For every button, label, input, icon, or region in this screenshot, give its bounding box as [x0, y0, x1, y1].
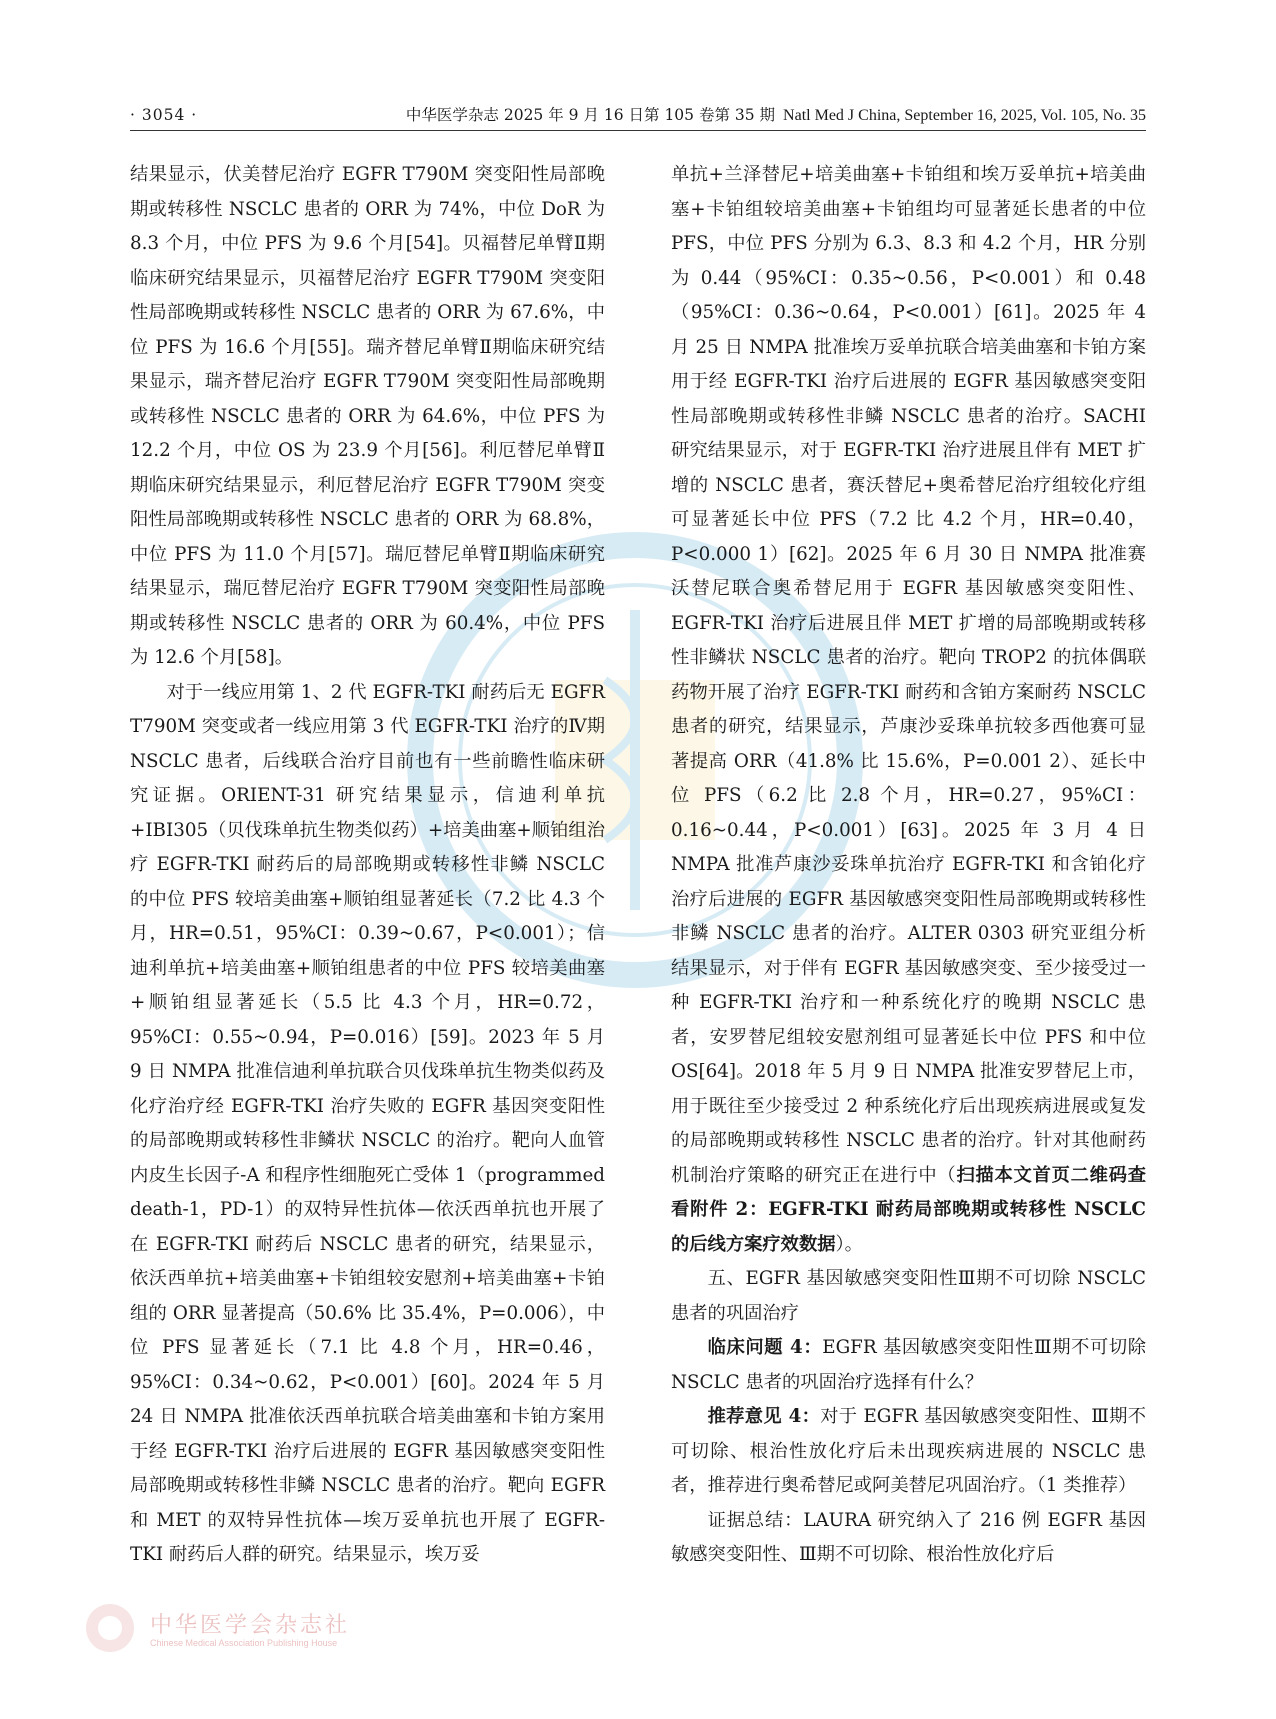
- recommendation: [671, 1400, 1146, 1504]
- left-column: [130, 158, 605, 1573]
- paragraph: [671, 158, 1146, 1262]
- publisher-name-en: Chinese Medical Association Publishing House: [150, 1638, 338, 1648]
- running-header: [130, 104, 1146, 131]
- clinical-question-text: EGFR 基因敏感突变阳性Ⅲ期不可切除 NSCLC 患者的巩固治疗选择有什么？: [671, 1337, 1146, 1393]
- publisher-name: 中华医学会杂志社: [150, 1613, 351, 1638]
- paragraph: 对于一线应用第 1、2 代 EGFR-TKI 耐药后无 EGFR T790M 突变或者一线应用第 3 代 EGFR-TKI 治疗的Ⅳ期 NSCLC 患者，后线联合治疗目前也有一些前瞻性临床研究证据。ORIENT-31 研究结果显示，信迪利单抗+IBI305（贝伐珠单抗生物类似药）+培美曲塞+顺铂组治疗 EGFR-TKI 耐药后的局部晚期或转移性非鳞 NSCLC 的中位 PFS 较培美曲塞+顺铂组显著延长（7.2 比 4.3 个月，HR=0.51，95%CI：0.39~0.67，P<0.001）；信迪利单抗+培美曲塞+顺铂组患者的中位 PFS 较培美曲塞+顺铂组显著延长（5.5 比 4.3 个月，HR=0.72，95%CI：0.55~0.94，P=0.016）[59]。2023 年 5 月 9 日 NMPA 批准信迪利单抗联合贝伐珠单抗生物类似药及化疗治疗经 EGFR-TKI 治疗失败的 EGFR 基因突变阳性的局部晚期或转移性非鳞状 NSCLC 的治疗。靶向人血管内皮生长因子-A 和程序性细胞死亡受体 1（programmed death-1，PD-1）的双特异性抗体—依沃西单抗也开展了在 EGFR-TKI 耐药后 NSCLC 患者的研究，结果显示，依沃西单抗+培美曲塞+卡铂组较安慰剂+培美曲塞+卡铂组的 ORR 显著提高（50.6% 比 35.4%，P=0.006），中位 PFS 显著延长（7.1 比 4.8 个月，HR=0.46，95%CI：0.34~0.62，P<0.001）[60]。2024 年 5 月 24 日 NMPA 批准依沃西单抗联合培美曲塞和卡铂方案用于经 EGFR-TKI 治疗后进展的 EGFR 基因敏感突变阳性局部晚期或转移性非鳞 NSCLC 患者的治疗。靶向 EGFR 和 MET 的双特异性抗体—埃万妥单抗也开展了 EGFR-TKI 耐药后人群的研究。结果显示，埃万妥: [130, 681, 605, 1565]
- page-number: · 3054 ·: [130, 106, 198, 124]
- journal-info: [406, 104, 1146, 127]
- journal-cn: 中华医学杂志 2025 年 9 月 16 日第 105 卷第 35 期: [405, 106, 776, 124]
- evidence-summary: 证据总结：LAURA 研究纳入了 216 例 EGFR 基因敏感突变阳性、Ⅲ期不可切除、根治性放化疗后: [671, 1509, 1146, 1565]
- supplement-note: 扫描本文首页二维码查看附件 2：EGFR-TKI 耐药局部晚期或转移性 NSCLC 的后线方案疗效数据: [671, 1164, 1147, 1255]
- recommendation-text: 对于 EGFR 基因敏感突变阳性、Ⅲ期不可切除、根治性放化疗后未出现疾病进展的 NSCLC 患者，推荐进行奥希替尼或阿美替尼巩固治疗。（1 类推荐）: [671, 1406, 1146, 1496]
- recommendation-label: 推荐意见 4：: [707, 1406, 821, 1427]
- clinical-question-label: 临床问题 4：: [707, 1337, 823, 1358]
- right-column: [671, 158, 1146, 1573]
- section-heading: 五、EGFR 基因敏感突变阳性Ⅲ期不可切除 NSCLC 患者的巩固治疗: [671, 1268, 1146, 1324]
- journal-en: Natl Med J China, September 16, 2025, Vol. 105, No. 35: [783, 107, 1146, 124]
- clinical-question: [671, 1331, 1146, 1400]
- paragraph-tail: ）。: [835, 1233, 863, 1255]
- paragraph: 结果显示，伏美替尼治疗 EGFR T790M 突变阳性局部晚期或转移性 NSCLC 患者的 ORR 为 74%，中位 DoR 为 8.3 个月，中位 PFS 为 9.6 个月[54]。贝福替尼单臂Ⅱ期临床研究结果显示，贝福替尼治疗 EGFR T790M 突变阳性局部晚期或转移性 NSCLC 患者的 ORR 为 67.6%，中位 PFS 为 16.6 个月[55]。瑞齐替尼单臂Ⅱ期临床研究结果显示，瑞齐替尼治疗 EGFR T790M 突变阳性局部晚期或转移性 NSCLC 患者的 ORR 为 64.6%，中位 PFS 为 12.2 个月，中位 OS 为 23.9 个月[56]。利厄替尼单臂Ⅱ期临床研究结果显示，利厄替尼治疗 EGFR T790M 突变阳性局部晚期或转移性 NSCLC 患者的 ORR 为 68.8%，中位 PFS 为 11.0 个月[57]。瑞厄替尼单臂Ⅱ期临床研究结果显示，瑞厄替尼治疗 EGFR T790M 突变阳性局部晚期或转移性 NSCLC 患者的 ORR 为 60.4%，中位 PFS 为 12.6 个月[58]。: [130, 164, 605, 668]
- paragraph-text: 单抗+兰泽替尼+培美曲塞+卡铂组和埃万妥单抗+培美曲塞+卡铂组较培美曲塞+卡铂组均可显著延长患者的中位 PFS，中位 PFS 分别为 6.3、8.3 和 4.2 个月，HR 分别为 0.44（95%CI：0.35~0.56，P<0.001）和 0.48（95%CI：0.36~0.64，P<0.001）[61]。2025 年 4 月 25 日 NMPA 批准埃万妥单抗联合培美曲塞和卡铂方案用于经 EGFR-TKI 治疗后进展的 EGFR 基因敏感突变阳性局部晚期或转移性非鳞 NSCLC 患者的治疗。SACHI 研究结果显示，对于 EGFR-TKI 治疗进展且伴有 MET 扩增的 NSCLC 患者，赛沃替尼+奥希替尼治疗组较化疗组可显著延长中位 PFS（7.2 比 4.2 个月，HR=0.40，P<0.000 1）[62]。2025 年 6 月 30 日 NMPA 批准赛沃替尼联合奥希替尼用于 EGFR 基因敏感突变阳性、EGFR-TKI 治疗后进展且伴 MET 扩增的局部晚期或转移性非鳞状 NSCLC 患者的治疗。靶向 TROP2 的抗体偶联药物开展了治疗 EGFR-TKI 耐药和含铂方案耐药 NSCLC 患者的研究，结果显示，芦康沙妥珠单抗较多西他赛可显著提高 ORR（41.8% 比 15.6%，P=0.001 2）、延长中位 PFS（6.2 比 2.8 个月，HR=0.27，95%CI：0.16~0.44，P<0.001）[63]。2025 年 3 月 4 日 NMPA 批准芦康沙妥珠单抗治疗 EGFR-TKI 和含铂化疗治疗后进展的 EGFR 基因敏感突变阳性局部晚期或转移性非鳞 NSCLC 患者的治疗。ALTER 0303 研究亚组分析结果显示，对于伴有 EGFR 基因敏感突变、至少接受过一种 EGFR-TKI 治疗和一种系统化疗的晚期 NSCLC 患者，安罗替尼组较安慰剂组可显著延长中位 PFS 和中位 OS[64]。2018 年 5 月 9 日 NMPA 批准安罗替尼上市，用于既往至少接受过 2 种系统化疗后出现疾病进展或复发的局部晚期或转移性 NSCLC 患者的治疗。针对其他耐药机制治疗策略的研究正在进行中（: [671, 164, 1146, 1186]
